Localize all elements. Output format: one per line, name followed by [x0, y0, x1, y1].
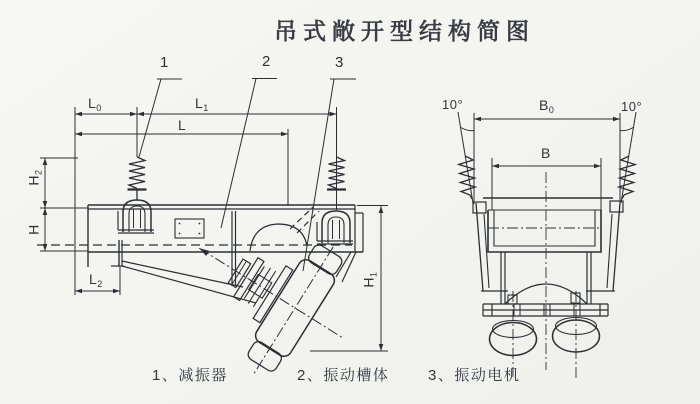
vibration-direction-arrow — [198, 246, 210, 256]
dim-label-h: H — [25, 224, 42, 235]
legend-item-trough: 2、振动槽体 — [297, 367, 390, 384]
cutaway-arc — [250, 224, 307, 251]
dim-label-h1: $H_1$ — [360, 271, 379, 288]
hanger-lug-left — [473, 202, 486, 213]
nameplate — [175, 219, 204, 238]
dim-label-l0: $L_0$ — [88, 95, 102, 113]
legend-item-motor: 3、振动电机 — [428, 367, 521, 384]
trough-body-side — [37, 205, 363, 303]
angle-label-right: 10° — [621, 99, 643, 114]
motors-end-view — [490, 318, 600, 356]
trough-body-end — [473, 198, 623, 316]
dim-label-h2: $H_2$ — [25, 169, 44, 186]
dim-label-b: B — [541, 145, 551, 161]
legend-item-damper: 1、减振器 — [152, 367, 228, 384]
callout-number-3: 3 — [335, 54, 344, 71]
damper-spring-side-left — [128, 157, 147, 200]
centerlines-end — [513, 172, 576, 380]
dim-label-l: L — [178, 117, 187, 133]
hanger-hook-right — [317, 211, 353, 244]
dim-label-l2: $L_2$ — [89, 271, 103, 289]
callout-number-1: 1 — [160, 54, 169, 71]
damper-spring-end-right — [619, 156, 636, 199]
callout-leaders — [139, 79, 356, 272]
callout-number-2: 2 — [262, 53, 271, 70]
dim-label-l1: $L_1$ — [195, 95, 209, 113]
angle-label-left: 10° — [442, 97, 464, 112]
side-view — [37, 79, 388, 404]
page-title: 吊式敞开型结构简图 — [274, 18, 535, 44]
damper-spring-end-left — [459, 156, 476, 199]
dimension-lines-side — [40, 107, 388, 351]
dim-label-b0: $B_0$ — [539, 97, 555, 115]
